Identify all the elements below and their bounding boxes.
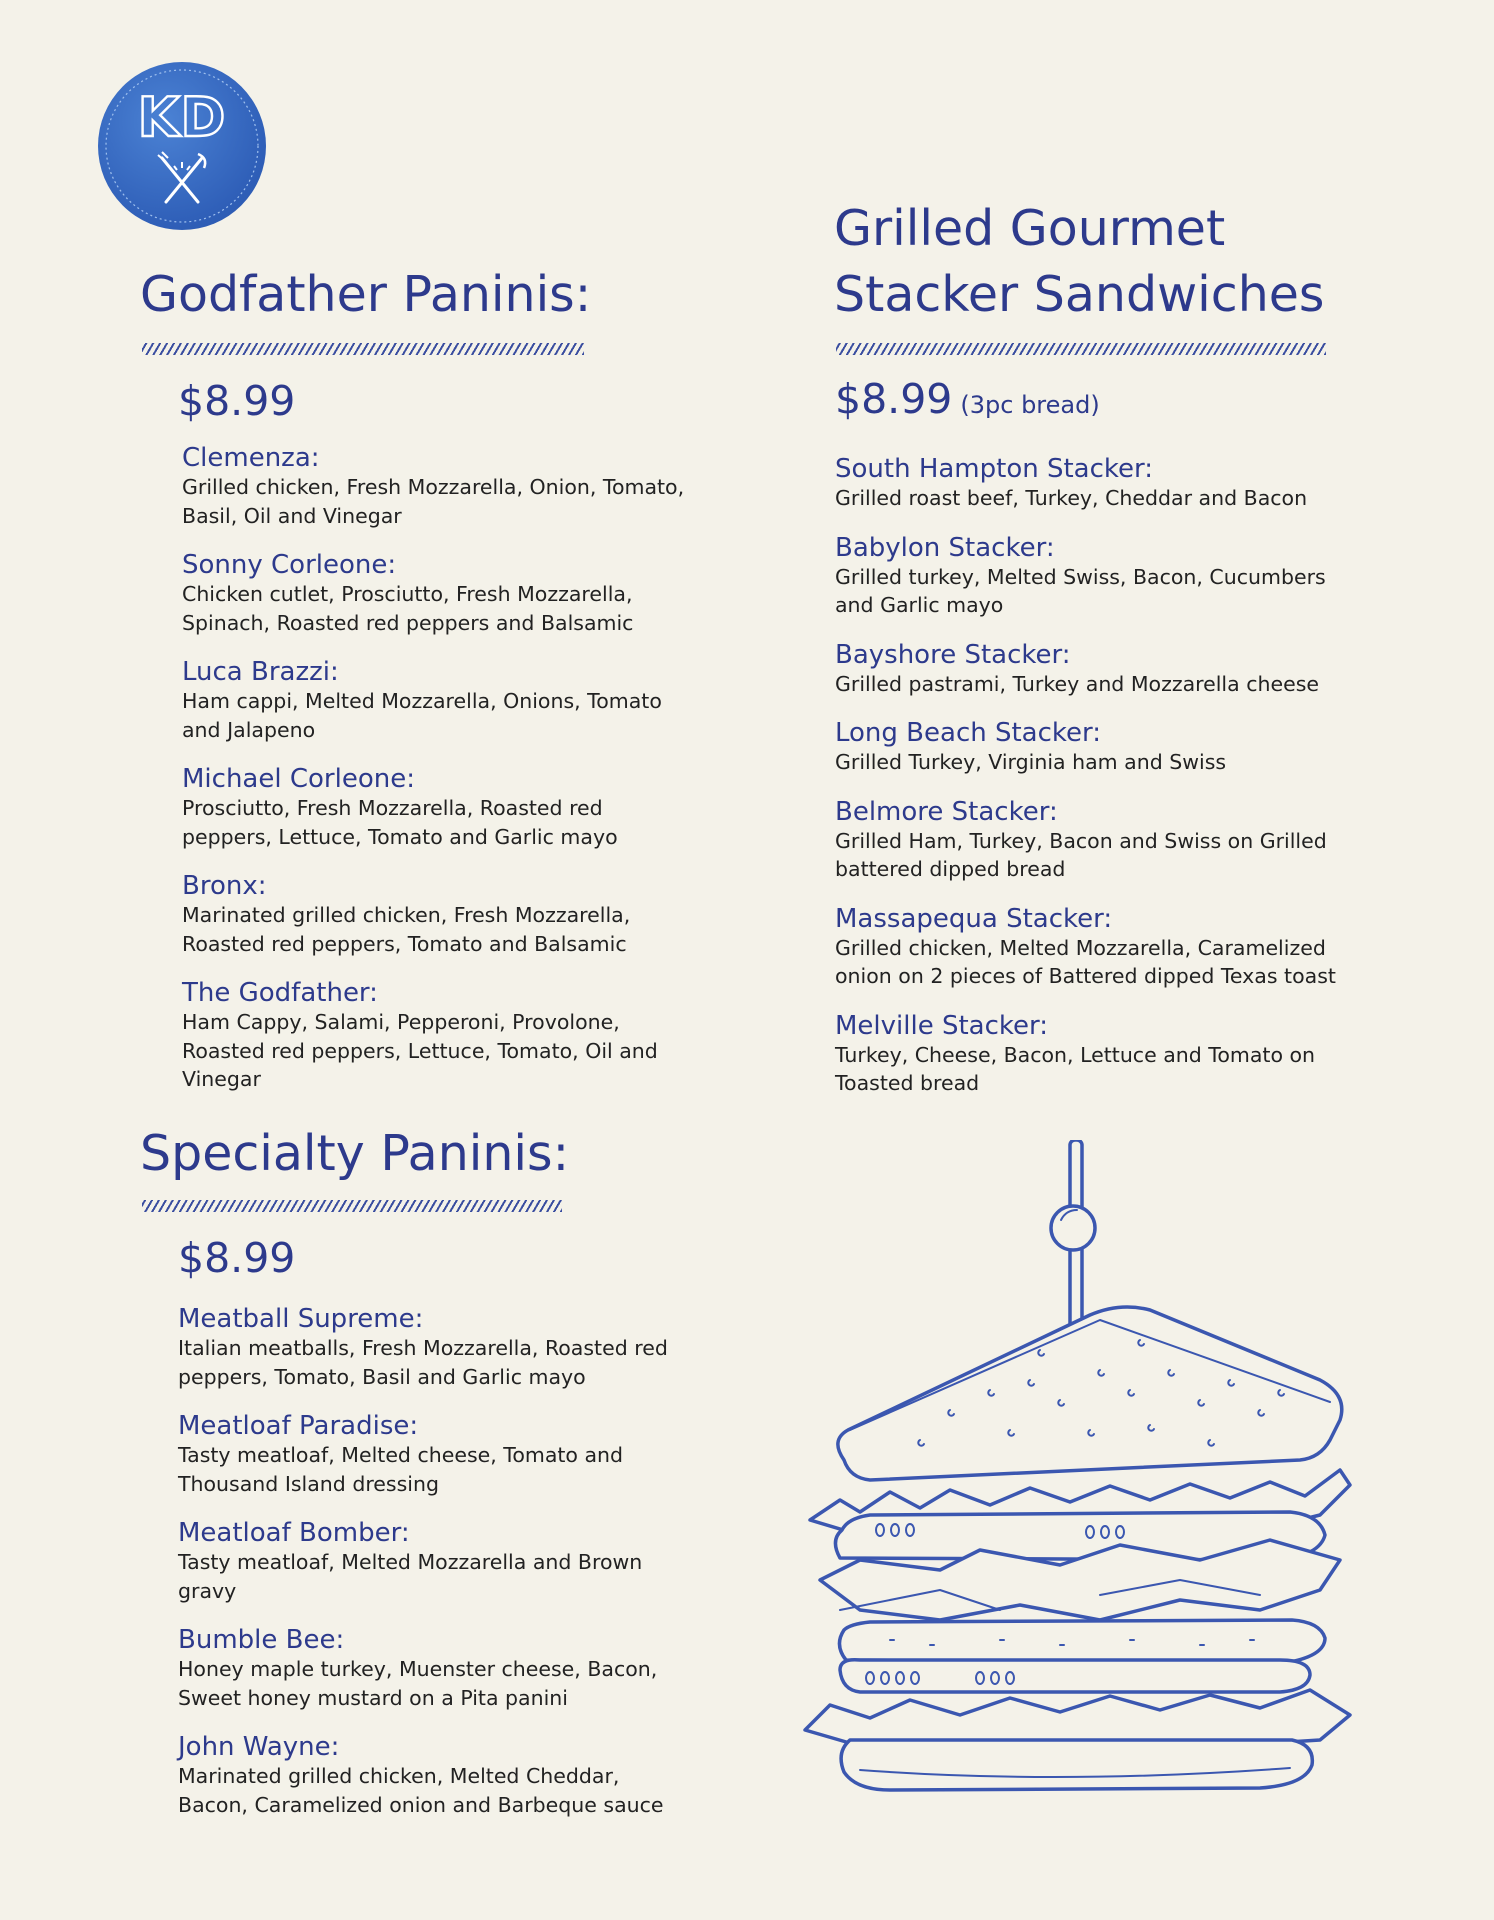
menu-item-name: Meatloaf Paradise: [178, 1411, 419, 1441]
godfather-title: Godfather Paninis: [140, 266, 592, 323]
menu-item-description: Ham Cappy, Salami, Pepperoni, Provolone, Roasted red peppers, Lettuce, Tomato, Oil and Vinegar [182, 1010, 658, 1091]
stacker-price-note: (3pc bread) [960, 391, 1100, 419]
menu-item-name: Melville Stacker: [835, 1010, 1049, 1041]
menu-item [835, 904, 1355, 991]
menu-item-name: Michael Corleone: [182, 764, 415, 794]
section-divider [142, 343, 584, 355]
menu-item-name: Bronx: [182, 871, 267, 901]
menu-item [835, 454, 1355, 513]
menu-item-description: Tasty meatloaf, Melted cheese, Tomato and Thousand Island dressing [178, 1443, 624, 1496]
godfather-item-list [182, 443, 692, 1114]
menu-item-name: South Hampton Stacker: [835, 454, 1154, 484]
menu-item-name: Bumble Bee: [178, 1625, 345, 1655]
specialty-title: Specialty Paninis: [140, 1125, 570, 1182]
menu-item-description: Grilled chicken, Fresh Mozzarella, Onion, Tomato, Basil, Oil and Vinegar [182, 475, 685, 528]
menu-item-description: Grilled Ham, Turkey, Bacon and Swiss on Grilled battered dipped bread [835, 828, 1327, 881]
menu-item-description: Marinated grilled chicken, Melted Cheddar, Bacon, Caramelized onion and Barbeque sauce [178, 1764, 664, 1817]
menu-item-name: Long Beach Stacker: [835, 718, 1102, 748]
stacker-item-list [835, 454, 1355, 1118]
menu-item [178, 1304, 688, 1391]
menu-item [835, 718, 1355, 777]
menu-item-description: Chicken cutlet, Prosciutto, Fresh Mozzarella, Spinach, Roasted red peppers and Balsamic [182, 582, 634, 635]
menu-item-name: Clemenza: [182, 443, 320, 473]
menu-item-name: Bayshore Stacker: [835, 639, 1071, 670]
stacker-price [835, 374, 1100, 430]
stacker-price-value: $8.99 [835, 375, 953, 423]
specialty-item-list [178, 1304, 688, 1839]
godfather-price: $8.99 [178, 377, 296, 425]
menu-item-description: Grilled turkey, Melted Swiss, Bacon, Cucumbers and Garlic mayo [835, 564, 1326, 617]
specialty-price: $8.99 [178, 1234, 296, 1282]
sandwich-illustration [800, 1140, 1360, 1820]
menu-item [182, 550, 692, 637]
menu-item-description: Honey maple turkey, Muenster cheese, Bacon, Sweet honey mustard on a Pita panini [178, 1657, 658, 1710]
menu-item-name: Meatloaf Bomber: [178, 1518, 410, 1548]
menu-item [182, 871, 692, 958]
logo-text: KD [137, 86, 227, 149]
menu-item-description: Tasty meatloaf, Melted Mozzarella and Brown gravy [178, 1550, 643, 1603]
menu-item-name: Meatball Supreme: [178, 1304, 424, 1334]
stacker-title-line2: Stacker Sandwiches [834, 266, 1325, 323]
menu-item-name: Babylon Stacker: [835, 532, 1055, 563]
menu-item [178, 1518, 688, 1605]
menu-item [178, 1625, 688, 1712]
menu-item [182, 443, 692, 530]
menu-item-description: Ham cappi, Melted Mozzarella, Onions, Tomato and Jalapeno [182, 689, 662, 742]
menu-item [178, 1732, 688, 1819]
menu-item-name: Luca Brazzi: [182, 657, 339, 687]
menu-item [835, 797, 1355, 884]
menu-item-name: John Wayne: [178, 1732, 340, 1762]
menu-item [178, 1411, 688, 1498]
menu-item-description: Marinated grilled chicken, Fresh Mozzarella, Roasted red peppers, Tomato and Balsamic [182, 903, 631, 956]
menu-item-name: Belmore Stacker: [835, 796, 1058, 827]
fork-knife-icon [98, 62, 266, 230]
section-divider [836, 343, 1326, 355]
menu-item-name: Massapequa Stacker: [835, 903, 1113, 934]
menu-item [835, 640, 1355, 699]
menu-item-description: Grilled roast beef, Turkey, Cheddar and Bacon [835, 486, 1308, 510]
menu-item [835, 533, 1355, 620]
section-divider [142, 1200, 562, 1212]
menu-item-name: The Godfather: [182, 978, 378, 1008]
stacker-title-line1: Grilled Gourmet [834, 200, 1226, 257]
menu-item [835, 1011, 1355, 1098]
menu-item [182, 764, 692, 851]
menu-item [182, 978, 692, 1094]
menu-item-description: Grilled Turkey, Virginia ham and Swiss [835, 750, 1227, 774]
menu-item [182, 657, 692, 744]
menu-item-description: Turkey, Cheese, Bacon, Lettuce and Tomato on Toasted bread [835, 1042, 1316, 1095]
menu-item-description: Grilled chicken, Melted Mozzarella, Caramelized onion on 2 pieces of Battered dipped Texas toast [835, 935, 1336, 988]
menu-item-description: Grilled pastrami, Turkey and Mozzarella cheese [835, 671, 1319, 696]
menu-item-name: Sonny Corleone: [182, 550, 397, 580]
logo-badge [98, 62, 266, 230]
menu-item-description: Prosciutto, Fresh Mozzarella, Roasted red peppers, Lettuce, Tomato and Garlic mayo [182, 796, 618, 849]
menu-item-description: Italian meatballs, Fresh Mozzarella, Roasted red peppers, Tomato, Basil and Garlic mayo [178, 1336, 668, 1389]
